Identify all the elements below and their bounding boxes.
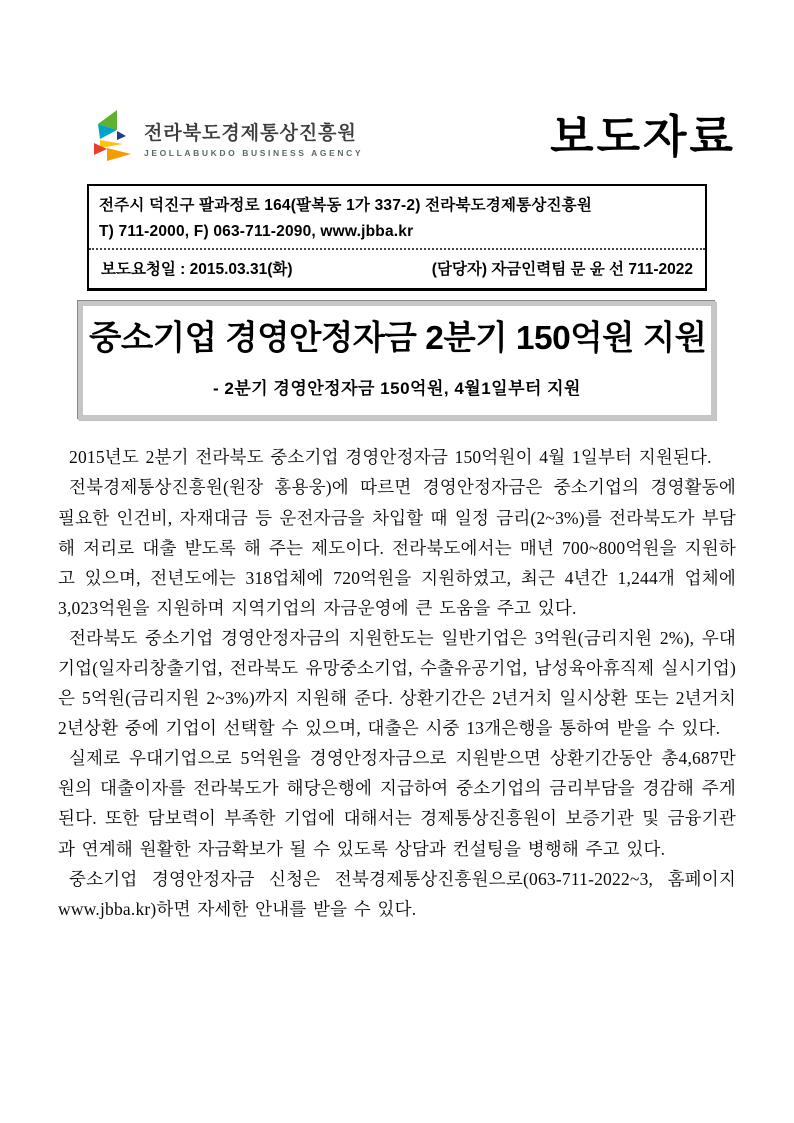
agency-name-korean: 전라북도경제통상진흥원 bbox=[144, 123, 357, 144]
body-paragraph: 실제로 우대기업으로 5억원을 경영안정자금으로 지원받으면 상환기간동안 총4,687만원의 대출이자를 전라북도가 해당은행에 지급하여 중소기업의 금리부담을 경감해 주게 된다. 또한 담보력이 부족한 기업에 대해서는 경제통상진흥원이 보증기관 및 금융기관과 연계해 원활한 자금확보가 될 수 있도록 상담과 컨설팅을 병행해 주고 있다. bbox=[58, 748, 736, 859]
press-request-date: 보도요청일 : 2015.03.31(화) bbox=[101, 261, 293, 279]
document-type-title: 보도자료 bbox=[550, 111, 736, 162]
request-info-row bbox=[99, 250, 695, 288]
logo-triangle-yellow bbox=[100, 140, 123, 148]
body-paragraph: 중소기업 경영안정자금 신청은 전북경제통상진흥원으로(063-711-2022~3, 홈페이지 www.jbba.kr)하면 자세한 안내를 받을 수 있다. bbox=[58, 868, 736, 919]
agency-logo-text bbox=[144, 110, 363, 158]
header bbox=[58, 110, 736, 168]
phone-fax-website-line: T) 711-2000, F) 063-711-2090, www.jbba.kr bbox=[99, 222, 414, 240]
agency-logo-icon bbox=[92, 110, 136, 168]
headline-subtitle: - 2분기 경영안정자금 150억원, 4월1일부터 지원 bbox=[213, 379, 581, 399]
logo-triangle-navy bbox=[117, 131, 126, 140]
body-paragraph: 전북경제통상진흥원(원장 홍용웅)에 따르면 경영안정자금은 중소기업의 경영활동에 필요한 인건비, 자재대금 등 운전자금을 차입할 때 일정 금리(2~3%)를 전라북도가 부담해 저리로 대출 받도록 해 주는 제도이다. 전라북도에서는 매년 700~800억원을 지원하고 있으며, 전년도에는 318업체에 720억원을 지원하였고, 최근 4년간 1,244개 업체에 3,023억원을 지원하며 지역기업의 자금운영에 큰 도움을 주고 있다. bbox=[58, 477, 736, 618]
address-line: 전주시 덕진구 팔과정로 164(팔복동 1가 337-2) 전라북도경제통상진흥원 bbox=[99, 197, 593, 214]
contact-info-box bbox=[87, 184, 707, 291]
article-body bbox=[58, 442, 736, 924]
headline-title: 중소기업 경영안정자금 2분기 150억원 지원 bbox=[89, 320, 707, 358]
manager-contact: (담당자) 자금인력팀 문 윤 선 711-2022 bbox=[431, 261, 693, 279]
body-paragraph: 2015년도 2분기 전라북도 중소기업 경영안정자금 150억원이 4월 1일부터 지원된다. bbox=[69, 447, 712, 468]
agency-logo bbox=[92, 110, 363, 168]
logo-triangle-orange bbox=[107, 148, 131, 161]
agency-name-english: JEOLLABUKDO BUSINESS AGENCY bbox=[144, 147, 364, 158]
body-paragraph: 전라북도 중소기업 경영안정자금의 지원한도는 일반기업은 3억원(금리지원 2%), 우대기업(일자리창출기업, 전라북도 유망중소기업, 수출유공기업, 남성육아휴직제 실시기업)은 5억원(금리지원 2~3%)까지 지원해 준다. 상환기간은 2년거치 일시상환 또는 2년거치 2년상환 중에 기업이 선택할 수 있으며, 대출은 시중 13개은행을 통하여 받을 수 있다. bbox=[58, 627, 736, 739]
headline-box bbox=[78, 301, 716, 420]
